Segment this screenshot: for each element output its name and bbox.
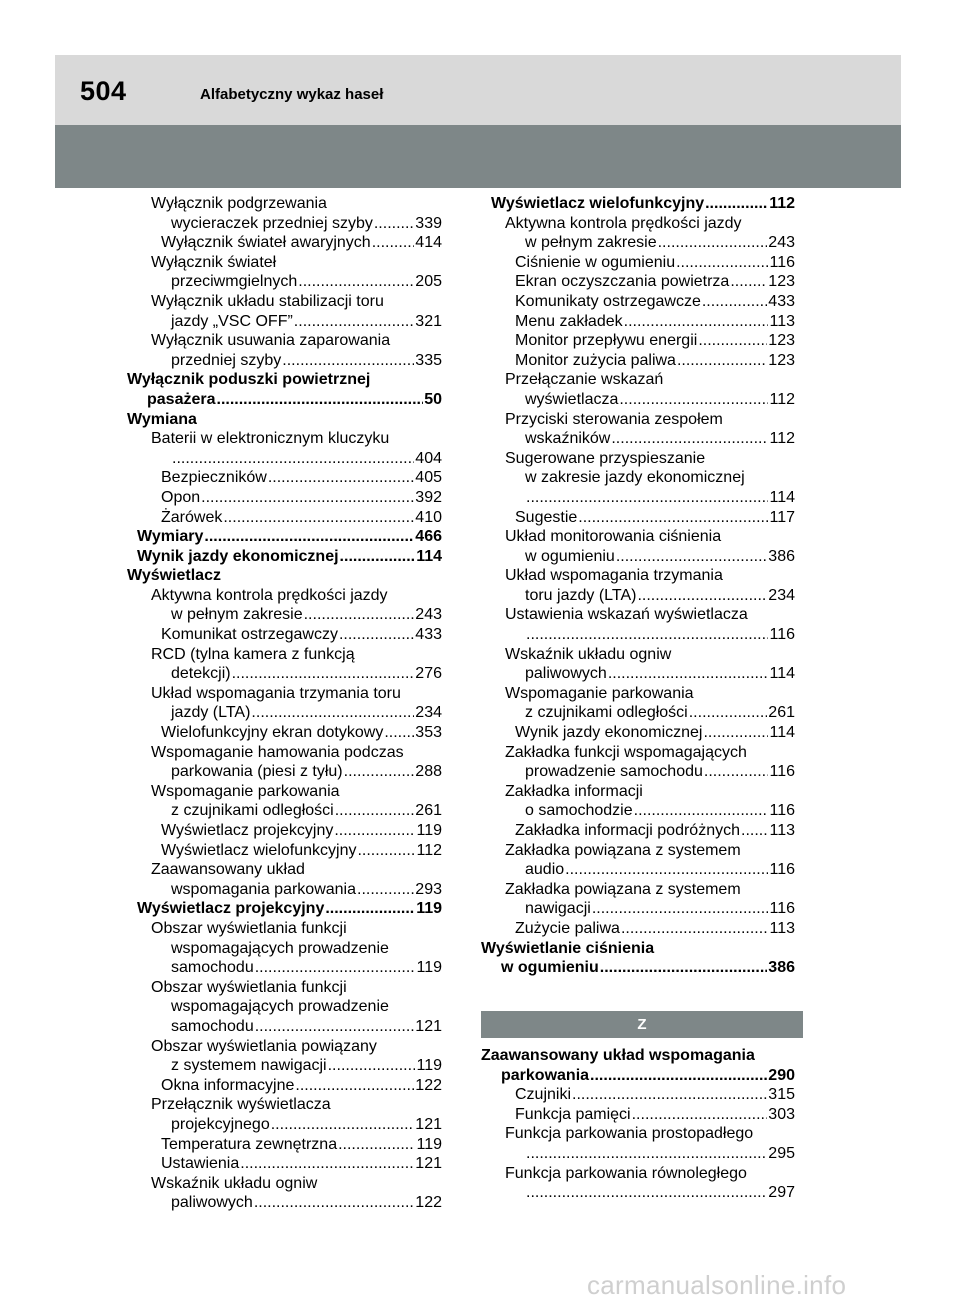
page-ref: 243 [768, 234, 795, 252]
page-ref: 116 [769, 802, 795, 820]
running-title: Alfabetyczny wykaz haseł [200, 86, 384, 103]
entry-text: wskaźników [525, 430, 611, 448]
index-subentry [481, 566, 795, 605]
entry-text: Obszar wyświetlania funkcji [151, 919, 347, 937]
page-ref: 234 [768, 586, 795, 604]
entry-text: Wyświetlanie ciśnienia [481, 939, 655, 957]
header-band [55, 55, 901, 125]
page-ref: 414 [415, 234, 442, 252]
entry-text: pasażera [147, 390, 216, 408]
page-ref: 315 [768, 1086, 795, 1104]
entry-text: Funkcja parkowania prostopadłego [505, 1125, 754, 1143]
dot-leader [328, 1056, 416, 1076]
index-heading [127, 410, 442, 430]
dot-leader [384, 723, 414, 743]
dot-leader [372, 233, 415, 253]
index-subentry [481, 605, 795, 644]
index-subentry [127, 919, 442, 978]
index-subentry [127, 841, 442, 861]
section-letter-z: Z [481, 1011, 803, 1038]
entry-text: Wskaźnik układu ogniw [151, 1174, 318, 1192]
index-heading [127, 899, 442, 919]
entry-text: audio [525, 861, 565, 879]
page-ref: 433 [415, 626, 442, 644]
entry-text: Przełączanie wskazań [505, 371, 664, 389]
entry-text: prowadzenie samochodu [525, 763, 703, 781]
index-subentry [127, 253, 442, 292]
entry-text: Wspomaganie parkowania [151, 782, 340, 800]
index-subentry [127, 625, 442, 645]
dot-leader [282, 351, 414, 371]
index-subentry [481, 1105, 795, 1125]
entry-text: Obszar wyświetlania powiązany [151, 1037, 377, 1055]
entry-text: Baterii w elektronicznym kluczyku [151, 430, 390, 448]
entry-text: w ogumieniu [525, 547, 615, 565]
index-subentry [127, 723, 442, 743]
dot-leader [298, 272, 414, 292]
page-ref: 114 [416, 547, 442, 565]
page-ref: 410 [415, 508, 442, 526]
entry-text: Wyłącznik układu stabilizacji toru [151, 292, 384, 310]
page-ref: 405 [415, 469, 442, 487]
index-subentry [481, 272, 795, 292]
entry-text: Aktywna kontrola prędkości jazdy [505, 214, 742, 232]
page-ref: 353 [415, 724, 442, 742]
page-number: 504 [80, 76, 127, 106]
index-heading [481, 939, 795, 978]
index-heading [481, 194, 795, 214]
dot-leader [255, 1017, 415, 1037]
watermark: carmanualsonline.info [587, 1270, 847, 1300]
entry-text: jazdy „VSC OFF” [171, 312, 293, 330]
index-subentry [481, 214, 795, 253]
page-ref: 290 [768, 1066, 795, 1084]
page-ref: 119 [416, 822, 442, 839]
page-ref: 335 [415, 351, 442, 369]
dot-leader [240, 1154, 414, 1174]
page-ref: 114 [769, 724, 795, 742]
entry-text: wycieraczek przedniej szyby [171, 214, 373, 232]
index-subentry [127, 331, 442, 370]
entry-text: Układ wspomagania trzymania toru [151, 684, 401, 702]
dot-leader [295, 1076, 414, 1096]
index-heading [127, 547, 442, 567]
index-subentry [127, 1135, 442, 1155]
index-subentry [127, 233, 442, 253]
index-column-right [481, 194, 795, 978]
entry-text: przeciwmgielnych [171, 273, 298, 291]
index-subentry [481, 292, 795, 312]
entry-text: samochodu [171, 1017, 254, 1035]
index-subentry [481, 645, 795, 684]
entry-text: Układ monitorowania ciśnienia [505, 528, 722, 546]
page-ref: 433 [768, 292, 795, 310]
dot-leader [201, 488, 414, 508]
entry-text: Wyłącznik świateł awaryjnych [161, 234, 371, 252]
entry-text: Zakładka funkcji wspomagających [505, 743, 747, 761]
entry-text: z systemem nawigacji [171, 1057, 327, 1075]
page-ref: 119 [416, 900, 442, 918]
index-subentry [481, 1124, 795, 1163]
entry-text: Monitor przepływu energii [515, 332, 698, 350]
entry-text: Zakładka powiązana z systemem [505, 841, 741, 859]
entry-text: Komunikaty ostrzegawcze [515, 292, 701, 310]
index-subentry [127, 292, 442, 331]
dot-leader [223, 508, 414, 528]
dot-leader [702, 292, 767, 312]
index-subentry [127, 743, 442, 782]
entry-text: Wyświetlacz wielofunkcyjny [491, 195, 705, 212]
entry-text: Funkcja pamięci [515, 1105, 631, 1123]
entry-text: detekcji) [171, 665, 231, 683]
dot-leader [676, 253, 768, 273]
entry-text: Obszar wyświetlania funkcji [151, 978, 347, 996]
entry-text: Komunikat ostrzegawczy [161, 626, 338, 644]
page-ref: 321 [415, 312, 442, 330]
page-ref: 113 [769, 822, 795, 839]
dot-leader [255, 958, 416, 978]
page-ref: 119 [416, 1135, 442, 1153]
page-ref: 116 [769, 900, 795, 918]
entry-text: Opon [161, 488, 201, 506]
entry-text: w pełnym zakresie [171, 606, 303, 624]
entry-text: Bezpieczników [161, 469, 267, 487]
entry-text: Ustawienia wskazań wyświetlacza [505, 606, 748, 624]
index-subentry [481, 410, 795, 449]
dot-leader [204, 527, 414, 547]
dot-leader [251, 703, 414, 723]
index-heading [127, 370, 442, 409]
page-ref: 116 [769, 861, 795, 879]
index-subentry [127, 488, 442, 508]
index-subentry [127, 1037, 442, 1076]
index-subentry [127, 860, 442, 899]
entry-text: Ustawienia [161, 1155, 240, 1173]
entry-text: Monitor zużycia paliwa [515, 351, 676, 369]
entry-text: Zużycie paliwa [515, 919, 620, 937]
page-ref: 386 [768, 547, 795, 565]
entry-text: wspomagania parkowania [171, 880, 356, 898]
entry-text: Sugerowane przyspieszanie [505, 449, 706, 467]
dot-leader [632, 1105, 768, 1125]
page-ref: 119 [416, 959, 442, 977]
entry-text: Okna informacyjne [161, 1076, 295, 1094]
index-subentry [127, 684, 442, 723]
dot-leader [619, 390, 768, 410]
entry-text: Wielofunkcyjny ekran dotykowy [161, 724, 384, 742]
entry-text: samochodu [171, 959, 254, 977]
entry-text: Funkcja parkowania równoległego [505, 1164, 747, 1182]
dot-leader [741, 821, 768, 841]
dot-leader [374, 214, 414, 234]
page-ref: 112 [769, 430, 795, 448]
entry-text: Wyświetlacz wielofunkcyjny [161, 841, 357, 859]
index-subentry [127, 645, 442, 684]
dot-leader [677, 351, 767, 371]
page-ref: 234 [415, 704, 442, 722]
page-ref: 261 [415, 802, 442, 820]
dot-leader [600, 958, 768, 978]
entry-text: Żarówek [161, 508, 223, 526]
index-heading [481, 1046, 795, 1085]
dot-leader [304, 605, 415, 625]
page-ref: 114 [769, 488, 795, 506]
entry-text: parkowania [501, 1066, 590, 1084]
entry-text: przedniej szyby [171, 351, 282, 369]
index-list-w [481, 194, 795, 978]
index-subentry [127, 1154, 442, 1174]
index-subentry [127, 821, 442, 841]
dot-leader [611, 429, 768, 449]
page-ref: 121 [415, 1115, 442, 1133]
page-ref: 112 [769, 390, 795, 408]
entry-text: Wyłącznik podgrzewania [151, 195, 327, 212]
dot-leader [335, 801, 415, 821]
entry-text: RCD (tylna kamera z funkcją [151, 645, 355, 663]
entry-text: Wyłącznik świateł [151, 253, 277, 271]
index-subentry [481, 527, 795, 566]
dot-leader [339, 625, 414, 645]
page-ref: 297 [768, 1184, 795, 1202]
dot-leader [572, 1085, 767, 1105]
page-ref: 112 [416, 841, 442, 859]
dot-leader [608, 664, 769, 684]
entry-text: Menu zakładek [515, 312, 623, 330]
entry-text: z czujnikami odległości [525, 704, 688, 722]
entry-text: toru jazdy (LTA) [525, 586, 637, 604]
dot-leader [340, 547, 416, 567]
index-subentry [481, 723, 795, 743]
section-banner [55, 125, 901, 188]
index-subentry [481, 370, 795, 409]
entry-text: wyświetlacza [525, 390, 619, 408]
entry-text: o samochodzie [525, 802, 633, 820]
dot-leader [578, 508, 768, 528]
entry-text: Przełącznik wyświetlacza [151, 1096, 331, 1114]
entry-text: nawigacji [525, 900, 591, 918]
dot-leader [357, 880, 414, 900]
dot-leader [344, 762, 415, 782]
index-subentry [481, 1085, 795, 1105]
dot-leader [334, 821, 415, 841]
index-subentry [127, 508, 442, 528]
dot-leader [325, 899, 415, 919]
dot-leader [592, 899, 769, 919]
page-ref: 466 [415, 528, 442, 546]
index-subentry [127, 586, 442, 625]
index-subentry [481, 508, 795, 528]
entry-text: Wynik jazdy ekonomicznej [137, 547, 339, 565]
page-ref: 386 [768, 959, 795, 977]
entry-text: Wyświetlacz projekcyjny [137, 900, 325, 918]
entry-text: Wyświetlacz projekcyjny [161, 822, 334, 839]
page-ref: 123 [768, 273, 795, 291]
page-ref: 116 [769, 763, 795, 781]
index-subentry [127, 782, 442, 821]
page-ref: 123 [768, 332, 795, 350]
dot-leader [232, 664, 415, 684]
entry-text: Zakładka informacji podróżnych [515, 822, 740, 839]
page-ref: 116 [769, 253, 795, 271]
index-subentry [127, 978, 442, 1037]
page-ref: 121 [415, 1155, 442, 1173]
dot-leader [172, 449, 414, 469]
index-subentry [481, 919, 795, 939]
entry-text: Wymiary [137, 528, 204, 546]
entry-text: w ogumieniu [501, 959, 599, 977]
index-heading [127, 527, 442, 547]
index-subentry [481, 743, 795, 782]
index-subentry [127, 1174, 442, 1213]
index-subentry [481, 684, 795, 723]
entry-text: Wspomaganie parkowania [505, 684, 694, 702]
entry-text: Wymiana [127, 410, 197, 428]
index-subentry [481, 351, 795, 371]
index-subentry [481, 449, 795, 508]
index-subentry [481, 312, 795, 332]
page-ref: 50 [424, 390, 442, 408]
entry-text: Przyciski sterowania zespołem [505, 410, 723, 428]
page-ref: 205 [415, 273, 442, 291]
dot-leader [590, 1066, 767, 1086]
page-ref: 119 [416, 1057, 442, 1075]
dot-leader [294, 312, 415, 332]
dot-leader [730, 272, 767, 292]
entry-text: jazdy (LTA) [171, 704, 251, 722]
entry-text: Układ wspomagania trzymania [505, 567, 723, 585]
index-subentry [481, 253, 795, 273]
page-ref: 122 [415, 1076, 442, 1094]
index-subentry [127, 468, 442, 488]
dot-leader [271, 1115, 415, 1135]
entry-text: Ekran oczyszczania powietrza [515, 273, 730, 291]
dot-leader [526, 1144, 767, 1164]
dot-leader [704, 762, 769, 782]
index-subentry [127, 194, 442, 233]
entry-text: Wspomaganie hamowania podczas [151, 743, 404, 761]
page-ref: 288 [415, 763, 442, 781]
entry-text: parkowania (piesi z tyłu) [171, 763, 343, 781]
entry-text: paliwowych [525, 665, 607, 683]
dot-leader [621, 919, 769, 939]
page-ref: 123 [768, 351, 795, 369]
entry-text: Wynik jazdy ekonomicznej [515, 724, 703, 742]
entry-text: Ciśnienie w ogumieniu [515, 253, 676, 271]
index-subentry [127, 1095, 442, 1134]
page-ref: 117 [769, 508, 795, 526]
dot-leader [705, 194, 768, 214]
index-heading [127, 566, 442, 586]
entry-text: Aktywna kontrola prędkości jazdy [151, 586, 388, 604]
dot-leader [698, 331, 767, 351]
entry-text: Zakładka informacji [505, 782, 643, 800]
dot-leader [689, 703, 768, 723]
page-ref: 303 [768, 1105, 795, 1123]
page-ref: 122 [415, 1194, 442, 1212]
dot-leader [526, 488, 768, 508]
entry-text: Zaawansowany układ [151, 861, 305, 879]
page-ref: 261 [768, 704, 795, 722]
dot-leader [338, 1135, 415, 1155]
page-ref: 293 [415, 880, 442, 898]
page-ref: 112 [769, 195, 795, 212]
index-subentry [481, 331, 795, 351]
dot-leader [703, 723, 768, 743]
entry-text: Temperatura zewnętrzna [161, 1135, 338, 1153]
index-column-left [127, 194, 442, 1213]
entry-text: Wyświetlacz [127, 567, 221, 585]
entry-text: w pełnym zakresie [525, 234, 657, 252]
index-subentry [481, 782, 795, 821]
index-subentry [127, 1076, 442, 1096]
entry-text: paliwowych [171, 1194, 253, 1212]
index-subentry [481, 841, 795, 880]
entry-text: z czujnikami odległości [171, 802, 334, 820]
dot-leader [217, 390, 424, 410]
page-ref: 392 [415, 488, 442, 506]
entry-text: Sugestie [515, 508, 578, 526]
entry-text: Wyłącznik poduszki powietrznej [127, 371, 371, 389]
page-ref: 243 [415, 606, 442, 624]
entry-text: wspomagających prowadzenie [171, 939, 389, 957]
page-ref: 339 [415, 214, 442, 232]
entry-text: Wskaźnik układu ogniw [505, 645, 672, 663]
dot-leader [616, 547, 767, 567]
page-ref: 116 [769, 626, 795, 644]
entry-text: projekcyjnego [171, 1115, 270, 1133]
dot-leader [565, 860, 768, 880]
page-ref: 276 [415, 665, 442, 683]
dot-leader [658, 233, 768, 253]
dot-leader [526, 1183, 767, 1203]
entry-text: w zakresie jazdy ekonomicznej [525, 469, 745, 487]
index-subentry [481, 821, 795, 841]
dot-leader [624, 312, 769, 332]
dot-leader [254, 1193, 414, 1213]
page-ref: 113 [769, 312, 795, 330]
dot-leader [268, 468, 414, 488]
dot-leader [637, 586, 767, 606]
dot-leader [634, 801, 769, 821]
page-ref: 113 [769, 919, 795, 937]
entry-text: wspomagających prowadzenie [171, 998, 389, 1016]
page-ref: 404 [415, 449, 442, 467]
index-column-right-z [481, 1046, 795, 1203]
index-subentry [481, 880, 795, 919]
entry-text: Zaawansowany układ wspomagania [481, 1047, 755, 1064]
page-ref: 114 [769, 665, 795, 683]
dot-leader [526, 625, 768, 645]
page-ref: 295 [768, 1144, 795, 1162]
page-ref: 121 [415, 1017, 442, 1035]
index-subentry [127, 429, 442, 468]
index-subentry [481, 1164, 795, 1203]
entry-text: Zakładka powiązana z systemem [505, 880, 741, 898]
entry-text: Czujniki [515, 1086, 572, 1104]
dot-leader [357, 841, 415, 861]
entry-text: Wyłącznik usuwania zaparowania [151, 332, 391, 350]
